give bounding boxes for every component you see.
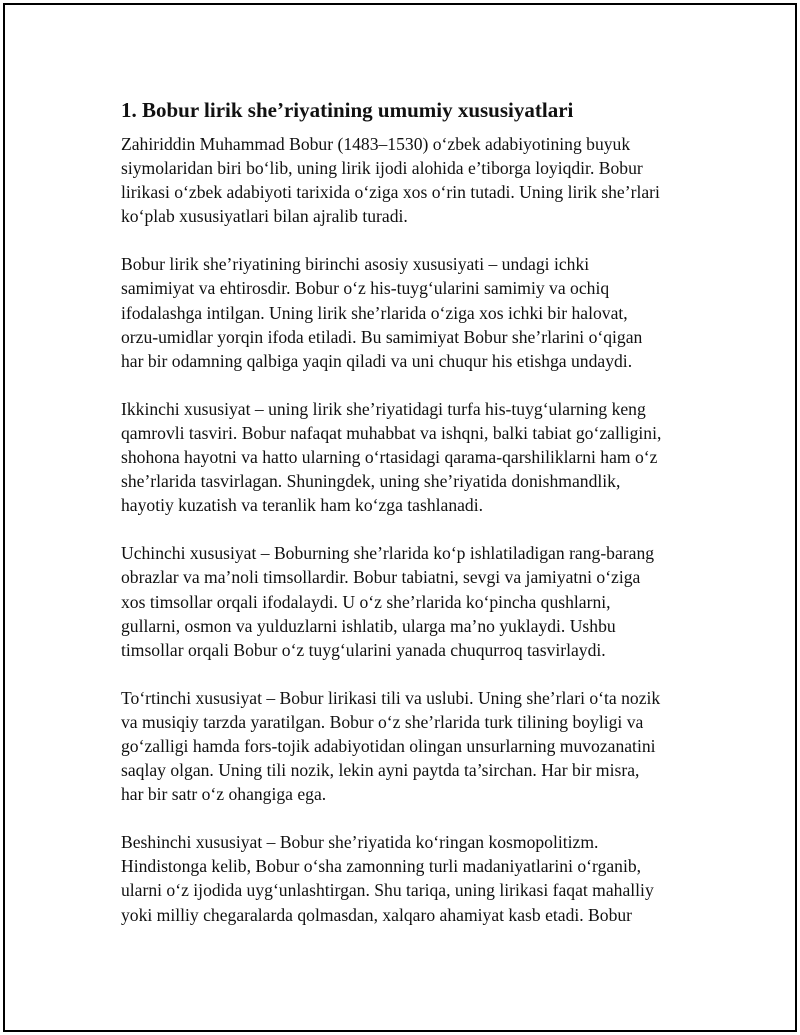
text-line: qamrovli tasviri. Bobur nafaqat muhabbat va ishqni, balki tabiat go‘zalligini,: [121, 422, 662, 443]
text-line: Zahiriddin Muhammad Bobur (1483–1530) o‘zbek adabiyotining buyuk: [121, 134, 631, 154]
text-line: har bir satr o‘z ohangiga ega.: [121, 784, 327, 805]
paragraph-fifth-feature: [121, 830, 701, 926]
paragraph-second-feature: [121, 397, 701, 517]
text-line: she’rlarida tasvirlagan. Shuningdek, uning she’riyatida donishmandlik,: [121, 471, 621, 492]
paragraph-third-feature: [121, 541, 701, 661]
text-line: siymolaridan biri bo‘lib, uning lirik ijodi alohida e’tiborga loyiqdir. Bobur: [121, 158, 643, 179]
paragraph-intro: [121, 132, 701, 228]
section-heading: 1. Bobur lirik she’riyatining umumiy xususiyatlari: [121, 98, 574, 122]
text-line: ifodalashga intilgan. Uning lirik she’rlarida o‘ziga xos ichki bir halovat,: [121, 302, 628, 323]
paragraph-fourth-feature: [121, 686, 701, 806]
text-line: Uchinchi xususiyat – Boburning she’rlarida ko‘p ishlatiladigan rang-barang: [121, 543, 655, 564]
text-line: ko‘plab xususiyatlari bilan ajralib turadi.: [121, 206, 408, 227]
text-line: Beshinchi xususiyat – Bobur she’riyatida ko‘ringan kosmopolitizm.: [121, 832, 599, 853]
text-line: Bobur lirik she’riyatining birinchi asosiy xususiyati – undagi ichki: [121, 254, 590, 275]
text-line: Ikkinchi xususiyat – uning lirik she’riyatidagi turfa his-tuyg‘ularning keng: [121, 398, 646, 419]
text-line: timsollar orqali Bobur o‘z tuyg‘ularini yanada chuqurroq tasvirlaydi.: [121, 639, 606, 660]
document-body: [121, 95, 701, 951]
text-line: va musiqiy tarzda yaratilgan. Bobur o‘z she’rlarida turk tilining boyligi va: [121, 711, 644, 732]
text-line: xos timsollar orqali ifodalaydi. U o‘z she’rlarida ko‘pincha qushlarni,: [121, 591, 611, 612]
text-line: To‘rtinchi xususiyat – Bobur lirikasi tili va uslubi. Uning she’rlari o‘ta nozik: [121, 687, 661, 708]
text-line: lirikasi o‘zbek adabiyoti tarixida o‘ziga xos o‘rin tutadi. Uning lirik she’rlari: [121, 182, 660, 203]
text-line: samimiyat va ehtirosdir. Bobur o‘z his-tuyg‘ularini samimiy va ochiq: [121, 278, 610, 299]
text-line: saqlay olgan. Uning tili nozik, lekin ayni paytda ta’sirchan. Har bir misra,: [121, 760, 640, 781]
text-line: go‘zalligi hamda fors-tojik adabiyotidan olingan unsurlarning muvozanatini: [121, 735, 656, 756]
text-line: shohona hayotni va hatto ularning o‘rtasidagi qarama-qarshiliklarni ham o‘z: [121, 447, 658, 468]
paragraph-first-feature: [121, 252, 701, 372]
text-line: Hindistonga kelib, Bobur o‘sha zamonning turli madaniyatlarini o‘rganib,: [121, 856, 642, 877]
text-line: har bir odamning qalbiga yaqin qiladi va uni chuqur his etishga undaydi.: [121, 350, 633, 371]
text-line: orzu-umidlar yorqin ifoda etiladi. Bu samimiyat Bobur she’rlarini o‘qigan: [121, 326, 643, 347]
text-line: obrazlar va ma’noli timsollardir. Bobur tabiatni, sevgi va jamiyatni o‘ziga: [121, 567, 641, 588]
page-frame: [3, 3, 797, 1032]
text-line: gullarni, osmon va yulduzlarni ishlatib, ularga ma’no yuklaydi. Ushbu: [121, 615, 616, 636]
text-line: yoki milliy chegaralarda qolmasdan, xalqaro ahamiyat kasb etadi. Bobur: [121, 904, 633, 925]
text-line: ularni o‘z ijodida uyg‘unlashtirgan. Shu tariqa, uning lirikasi faqat mahalliy: [121, 880, 654, 901]
text-line: hayotiy kuzatish va teranlik ham ko‘zga tashlanadi.: [121, 495, 484, 516]
